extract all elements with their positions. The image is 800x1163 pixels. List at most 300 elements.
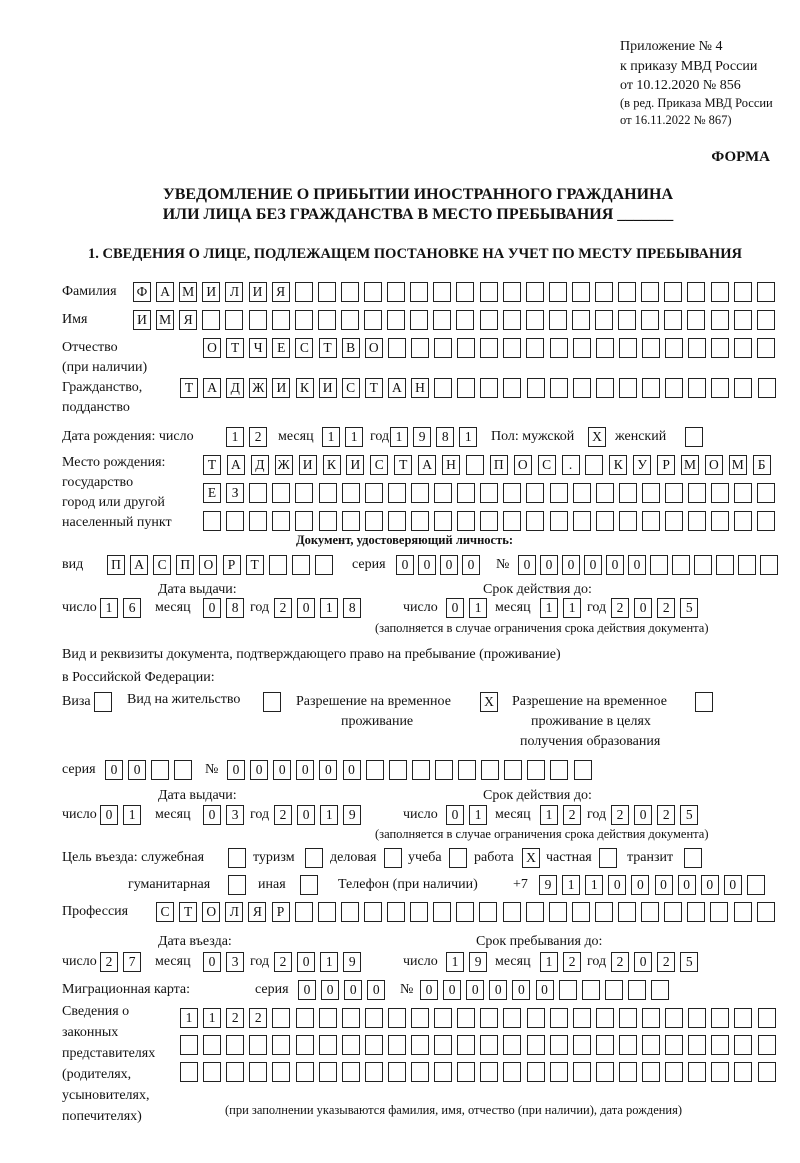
char-cell[interactable]: 0 xyxy=(489,980,507,1000)
char-cell[interactable] xyxy=(688,511,706,531)
char-cell[interactable] xyxy=(434,1008,452,1028)
char-cell[interactable] xyxy=(410,902,428,922)
char-cell[interactable] xyxy=(433,902,451,922)
char-cell[interactable]: 0 xyxy=(446,598,464,618)
char-cell[interactable]: А xyxy=(227,455,245,475)
char-cell[interactable]: Ч xyxy=(249,338,267,358)
char-cell[interactable] xyxy=(642,378,660,398)
char-cell[interactable]: 0 xyxy=(396,555,414,575)
char-cell[interactable] xyxy=(758,1035,776,1055)
char-cell[interactable] xyxy=(710,902,728,922)
char-cell[interactable] xyxy=(342,483,360,503)
char-cell[interactable] xyxy=(365,511,383,531)
char-cell[interactable]: Т xyxy=(203,455,221,475)
char-cell[interactable] xyxy=(526,511,544,531)
char-cell[interactable] xyxy=(687,902,705,922)
char-cell[interactable] xyxy=(665,338,683,358)
char-cell[interactable]: 0 xyxy=(273,760,291,780)
char-cell[interactable] xyxy=(203,511,221,531)
char-cell[interactable] xyxy=(364,310,382,330)
char-cell[interactable]: 2 xyxy=(611,598,629,618)
char-cell[interactable] xyxy=(550,511,568,531)
char-cell[interactable]: 9 xyxy=(413,427,431,447)
char-cell[interactable]: П xyxy=(107,555,125,575)
char-cell[interactable] xyxy=(457,1062,475,1082)
char-cell[interactable]: 0 xyxy=(536,980,554,1000)
char-cell[interactable] xyxy=(151,760,169,780)
char-cell[interactable]: Д xyxy=(251,455,269,475)
char-cell[interactable] xyxy=(480,511,498,531)
char-cell[interactable]: 9 xyxy=(539,875,557,895)
char-cell[interactable] xyxy=(269,555,287,575)
char-cell[interactable]: 0 xyxy=(367,980,385,1000)
char-cell[interactable] xyxy=(711,1035,729,1055)
char-cell[interactable] xyxy=(295,310,313,330)
char-cell[interactable] xyxy=(641,310,659,330)
char-cell[interactable] xyxy=(456,282,474,302)
char-cell[interactable] xyxy=(642,483,660,503)
char-cell[interactable]: Л xyxy=(225,282,243,302)
char-cell[interactable] xyxy=(292,555,310,575)
char-cell[interactable]: 0 xyxy=(105,760,123,780)
char-cell[interactable] xyxy=(747,875,765,895)
char-cell[interactable]: 1 xyxy=(123,805,141,825)
checkbox[interactable] xyxy=(695,692,713,712)
char-cell[interactable] xyxy=(272,310,290,330)
char-cell[interactable]: 0 xyxy=(462,555,480,575)
char-cell[interactable]: С xyxy=(156,902,174,922)
char-cell[interactable]: М xyxy=(156,310,174,330)
checkbox[interactable] xyxy=(300,875,318,895)
char-cell[interactable] xyxy=(734,483,752,503)
char-cell[interactable] xyxy=(342,511,360,531)
char-cell[interactable] xyxy=(180,1062,198,1082)
char-cell[interactable]: М xyxy=(729,455,747,475)
char-cell[interactable]: 8 xyxy=(226,598,244,618)
char-cell[interactable]: 5 xyxy=(680,952,698,972)
char-cell[interactable]: Я xyxy=(248,902,266,922)
checkbox[interactable]: X xyxy=(588,427,606,447)
char-cell[interactable] xyxy=(642,1062,660,1082)
char-cell[interactable] xyxy=(466,455,484,475)
char-cell[interactable] xyxy=(226,511,244,531)
char-cell[interactable] xyxy=(550,1062,568,1082)
char-cell[interactable] xyxy=(480,310,498,330)
char-cell[interactable] xyxy=(295,902,313,922)
char-cell[interactable] xyxy=(711,282,729,302)
char-cell[interactable] xyxy=(388,1062,406,1082)
char-cell[interactable]: С xyxy=(342,378,360,398)
char-cell[interactable]: Л xyxy=(225,902,243,922)
char-cell[interactable]: 1 xyxy=(320,598,338,618)
char-cell[interactable] xyxy=(711,310,729,330)
char-cell[interactable] xyxy=(549,902,567,922)
char-cell[interactable] xyxy=(734,902,752,922)
char-cell[interactable]: 0 xyxy=(100,805,118,825)
char-cell[interactable]: 1 xyxy=(320,805,338,825)
char-cell[interactable] xyxy=(503,1062,521,1082)
char-cell[interactable]: 0 xyxy=(297,598,315,618)
char-cell[interactable] xyxy=(249,310,267,330)
char-cell[interactable] xyxy=(480,338,498,358)
char-cell[interactable] xyxy=(526,310,544,330)
char-cell[interactable] xyxy=(457,1008,475,1028)
char-cell[interactable]: О xyxy=(365,338,383,358)
char-cell[interactable]: 0 xyxy=(128,760,146,780)
char-cell[interactable] xyxy=(527,1008,545,1028)
char-cell[interactable]: 8 xyxy=(436,427,454,447)
char-cell[interactable]: 0 xyxy=(298,980,316,1000)
char-cell[interactable] xyxy=(457,483,475,503)
char-cell[interactable] xyxy=(411,1008,429,1028)
char-cell[interactable]: С xyxy=(295,338,313,358)
char-cell[interactable] xyxy=(665,378,683,398)
char-cell[interactable] xyxy=(226,1062,244,1082)
char-cell[interactable] xyxy=(319,1008,337,1028)
char-cell[interactable] xyxy=(527,1035,545,1055)
char-cell[interactable] xyxy=(202,310,220,330)
checkbox[interactable] xyxy=(684,848,702,868)
char-cell[interactable] xyxy=(642,1008,660,1028)
char-cell[interactable] xyxy=(711,378,729,398)
char-cell[interactable]: 1 xyxy=(446,952,464,972)
char-cell[interactable] xyxy=(527,760,545,780)
char-cell[interactable]: Т xyxy=(365,378,383,398)
char-cell[interactable] xyxy=(596,1008,614,1028)
char-cell[interactable] xyxy=(573,483,591,503)
char-cell[interactable]: 2 xyxy=(249,427,267,447)
char-cell[interactable] xyxy=(434,338,452,358)
char-cell[interactable] xyxy=(734,511,752,531)
char-cell[interactable] xyxy=(605,980,623,1000)
char-cell[interactable]: 1 xyxy=(459,427,477,447)
char-cell[interactable]: 1 xyxy=(540,952,558,972)
char-cell[interactable] xyxy=(296,1062,314,1082)
char-cell[interactable] xyxy=(503,310,521,330)
char-cell[interactable] xyxy=(365,483,383,503)
char-cell[interactable]: 0 xyxy=(634,805,652,825)
char-cell[interactable]: О xyxy=(203,338,221,358)
char-cell[interactable]: 0 xyxy=(634,952,652,972)
char-cell[interactable]: Я xyxy=(179,310,197,330)
char-cell[interactable]: А xyxy=(130,555,148,575)
char-cell[interactable]: И xyxy=(133,310,151,330)
checkbox[interactable] xyxy=(384,848,402,868)
char-cell[interactable] xyxy=(296,1035,314,1055)
char-cell[interactable] xyxy=(694,555,712,575)
char-cell[interactable] xyxy=(550,760,568,780)
char-cell[interactable]: К xyxy=(296,378,314,398)
char-cell[interactable]: 0 xyxy=(562,555,580,575)
char-cell[interactable]: 0 xyxy=(297,952,315,972)
char-cell[interactable] xyxy=(364,902,382,922)
char-cell[interactable] xyxy=(411,511,429,531)
char-cell[interactable]: У xyxy=(633,455,651,475)
char-cell[interactable]: 0 xyxy=(227,760,245,780)
char-cell[interactable]: Т xyxy=(180,378,198,398)
char-cell[interactable] xyxy=(411,1035,429,1055)
char-cell[interactable]: Е xyxy=(203,483,221,503)
char-cell[interactable]: 1 xyxy=(390,427,408,447)
char-cell[interactable] xyxy=(480,282,498,302)
char-cell[interactable]: З xyxy=(226,483,244,503)
char-cell[interactable] xyxy=(664,310,682,330)
char-cell[interactable]: 0 xyxy=(443,980,461,1000)
char-cell[interactable]: И xyxy=(299,455,317,475)
checkbox[interactable] xyxy=(228,848,246,868)
char-cell[interactable] xyxy=(249,1035,267,1055)
char-cell[interactable] xyxy=(318,902,336,922)
char-cell[interactable]: 0 xyxy=(420,980,438,1000)
char-cell[interactable] xyxy=(688,1008,706,1028)
char-cell[interactable] xyxy=(550,483,568,503)
char-cell[interactable] xyxy=(688,483,706,503)
char-cell[interactable]: 0 xyxy=(518,555,536,575)
checkbox[interactable] xyxy=(263,692,281,712)
char-cell[interactable] xyxy=(595,282,613,302)
char-cell[interactable] xyxy=(619,1035,637,1055)
char-cell[interactable] xyxy=(619,511,637,531)
char-cell[interactable]: 2 xyxy=(657,805,675,825)
char-cell[interactable]: 0 xyxy=(344,980,362,1000)
char-cell[interactable] xyxy=(225,310,243,330)
checkbox[interactable] xyxy=(685,427,703,447)
char-cell[interactable] xyxy=(174,760,192,780)
char-cell[interactable]: С xyxy=(153,555,171,575)
char-cell[interactable] xyxy=(738,555,756,575)
char-cell[interactable] xyxy=(618,282,636,302)
char-cell[interactable]: 2 xyxy=(611,952,629,972)
char-cell[interactable] xyxy=(434,1035,452,1055)
char-cell[interactable] xyxy=(734,1008,752,1028)
char-cell[interactable]: П xyxy=(490,455,508,475)
char-cell[interactable] xyxy=(573,338,591,358)
char-cell[interactable]: 9 xyxy=(343,952,361,972)
char-cell[interactable]: 1 xyxy=(180,1008,198,1028)
checkbox[interactable]: X xyxy=(522,848,540,868)
char-cell[interactable] xyxy=(642,1035,660,1055)
char-cell[interactable]: Е xyxy=(272,338,290,358)
char-cell[interactable]: 0 xyxy=(584,555,602,575)
char-cell[interactable]: 1 xyxy=(563,598,581,618)
char-cell[interactable]: О xyxy=(514,455,532,475)
char-cell[interactable] xyxy=(503,483,521,503)
char-cell[interactable]: 2 xyxy=(226,1008,244,1028)
char-cell[interactable] xyxy=(249,511,267,531)
char-cell[interactable]: 1 xyxy=(540,805,558,825)
char-cell[interactable]: 3 xyxy=(226,805,244,825)
char-cell[interactable]: 7 xyxy=(123,952,141,972)
char-cell[interactable] xyxy=(711,1008,729,1028)
char-cell[interactable] xyxy=(757,902,775,922)
checkbox[interactable] xyxy=(305,848,323,868)
char-cell[interactable]: 0 xyxy=(203,805,221,825)
char-cell[interactable] xyxy=(595,902,613,922)
char-cell[interactable] xyxy=(387,310,405,330)
char-cell[interactable] xyxy=(457,511,475,531)
char-cell[interactable]: 0 xyxy=(296,760,314,780)
char-cell[interactable]: 1 xyxy=(469,598,487,618)
char-cell[interactable]: И xyxy=(202,282,220,302)
char-cell[interactable]: 2 xyxy=(274,952,292,972)
char-cell[interactable]: Ф xyxy=(133,282,151,302)
char-cell[interactable]: 0 xyxy=(628,555,646,575)
char-cell[interactable]: Т xyxy=(246,555,264,575)
char-cell[interactable] xyxy=(503,902,521,922)
char-cell[interactable]: 2 xyxy=(563,805,581,825)
char-cell[interactable] xyxy=(665,1008,683,1028)
char-cell[interactable] xyxy=(572,282,590,302)
char-cell[interactable] xyxy=(388,338,406,358)
char-cell[interactable]: О xyxy=(199,555,217,575)
char-cell[interactable] xyxy=(559,980,577,1000)
char-cell[interactable]: И xyxy=(272,378,290,398)
char-cell[interactable] xyxy=(734,310,752,330)
char-cell[interactable] xyxy=(619,378,637,398)
char-cell[interactable]: 0 xyxy=(203,598,221,618)
char-cell[interactable] xyxy=(203,1062,221,1082)
char-cell[interactable]: 0 xyxy=(466,980,484,1000)
char-cell[interactable]: Н xyxy=(442,455,460,475)
char-cell[interactable]: 0 xyxy=(608,875,626,895)
char-cell[interactable]: О xyxy=(202,902,220,922)
char-cell[interactable] xyxy=(295,483,313,503)
char-cell[interactable] xyxy=(619,1008,637,1028)
char-cell[interactable] xyxy=(388,1035,406,1055)
char-cell[interactable] xyxy=(434,1062,452,1082)
char-cell[interactable]: Я xyxy=(272,282,290,302)
char-cell[interactable] xyxy=(550,1035,568,1055)
char-cell[interactable] xyxy=(480,1035,498,1055)
char-cell[interactable] xyxy=(582,980,600,1000)
char-cell[interactable] xyxy=(573,1062,591,1082)
char-cell[interactable]: 2 xyxy=(657,952,675,972)
char-cell[interactable] xyxy=(734,282,752,302)
char-cell[interactable]: 0 xyxy=(701,875,719,895)
char-cell[interactable] xyxy=(734,378,752,398)
char-cell[interactable] xyxy=(596,1062,614,1082)
char-cell[interactable]: 5 xyxy=(680,598,698,618)
char-cell[interactable] xyxy=(365,1035,383,1055)
char-cell[interactable] xyxy=(711,338,729,358)
char-cell[interactable] xyxy=(411,483,429,503)
char-cell[interactable] xyxy=(550,1008,568,1028)
char-cell[interactable] xyxy=(758,1062,776,1082)
char-cell[interactable] xyxy=(618,902,636,922)
char-cell[interactable] xyxy=(458,760,476,780)
char-cell[interactable]: 0 xyxy=(655,875,673,895)
char-cell[interactable] xyxy=(688,1035,706,1055)
char-cell[interactable] xyxy=(249,483,267,503)
char-cell[interactable]: 1 xyxy=(345,427,363,447)
char-cell[interactable] xyxy=(365,1008,383,1028)
char-cell[interactable]: 0 xyxy=(418,555,436,575)
char-cell[interactable] xyxy=(596,483,614,503)
char-cell[interactable] xyxy=(758,1008,776,1028)
char-cell[interactable]: А xyxy=(156,282,174,302)
char-cell[interactable] xyxy=(433,310,451,330)
char-cell[interactable]: 2 xyxy=(274,598,292,618)
char-cell[interactable]: 0 xyxy=(512,980,530,1000)
char-cell[interactable] xyxy=(342,1062,360,1082)
char-cell[interactable]: О xyxy=(705,455,723,475)
char-cell[interactable] xyxy=(716,555,734,575)
char-cell[interactable] xyxy=(526,902,544,922)
char-cell[interactable] xyxy=(410,310,428,330)
char-cell[interactable]: 0 xyxy=(634,598,652,618)
char-cell[interactable] xyxy=(341,310,359,330)
char-cell[interactable]: 0 xyxy=(203,952,221,972)
char-cell[interactable] xyxy=(272,511,290,531)
char-cell[interactable] xyxy=(503,378,521,398)
char-cell[interactable] xyxy=(456,310,474,330)
char-cell[interactable] xyxy=(526,483,544,503)
char-cell[interactable] xyxy=(688,378,706,398)
char-cell[interactable] xyxy=(411,338,429,358)
char-cell[interactable] xyxy=(757,310,775,330)
char-cell[interactable] xyxy=(457,338,475,358)
char-cell[interactable] xyxy=(596,338,614,358)
char-cell[interactable] xyxy=(628,980,646,1000)
char-cell[interactable] xyxy=(388,511,406,531)
char-cell[interactable] xyxy=(389,760,407,780)
char-cell[interactable] xyxy=(388,1008,406,1028)
char-cell[interactable] xyxy=(760,555,778,575)
char-cell[interactable]: С xyxy=(538,455,556,475)
char-cell[interactable]: И xyxy=(319,378,337,398)
char-cell[interactable] xyxy=(249,1062,267,1082)
char-cell[interactable] xyxy=(619,338,637,358)
char-cell[interactable] xyxy=(480,378,498,398)
char-cell[interactable] xyxy=(318,310,336,330)
char-cell[interactable] xyxy=(410,282,428,302)
char-cell[interactable] xyxy=(526,338,544,358)
char-cell[interactable] xyxy=(319,1062,337,1082)
char-cell[interactable]: Т xyxy=(319,338,337,358)
char-cell[interactable] xyxy=(342,1035,360,1055)
char-cell[interactable]: 8 xyxy=(343,598,361,618)
char-cell[interactable] xyxy=(319,483,337,503)
char-cell[interactable] xyxy=(664,282,682,302)
char-cell[interactable]: М xyxy=(179,282,197,302)
char-cell[interactable] xyxy=(527,1062,545,1082)
char-cell[interactable]: Б xyxy=(753,455,771,475)
char-cell[interactable]: 2 xyxy=(563,952,581,972)
char-cell[interactable] xyxy=(504,760,522,780)
char-cell[interactable] xyxy=(226,1035,244,1055)
char-cell[interactable] xyxy=(757,483,775,503)
char-cell[interactable] xyxy=(480,483,498,503)
char-cell[interactable] xyxy=(479,902,497,922)
char-cell[interactable]: М xyxy=(681,455,699,475)
char-cell[interactable] xyxy=(711,1062,729,1082)
char-cell[interactable]: 5 xyxy=(680,805,698,825)
char-cell[interactable] xyxy=(318,282,336,302)
char-cell[interactable] xyxy=(435,760,453,780)
char-cell[interactable] xyxy=(758,378,776,398)
char-cell[interactable] xyxy=(434,483,452,503)
char-cell[interactable] xyxy=(366,760,384,780)
char-cell[interactable]: С xyxy=(370,455,388,475)
char-cell[interactable]: В xyxy=(342,338,360,358)
char-cell[interactable]: Р xyxy=(657,455,675,475)
char-cell[interactable]: Т xyxy=(179,902,197,922)
char-cell[interactable] xyxy=(641,902,659,922)
char-cell[interactable] xyxy=(480,1062,498,1082)
char-cell[interactable] xyxy=(503,1035,521,1055)
char-cell[interactable] xyxy=(651,980,669,1000)
char-cell[interactable]: И xyxy=(346,455,364,475)
